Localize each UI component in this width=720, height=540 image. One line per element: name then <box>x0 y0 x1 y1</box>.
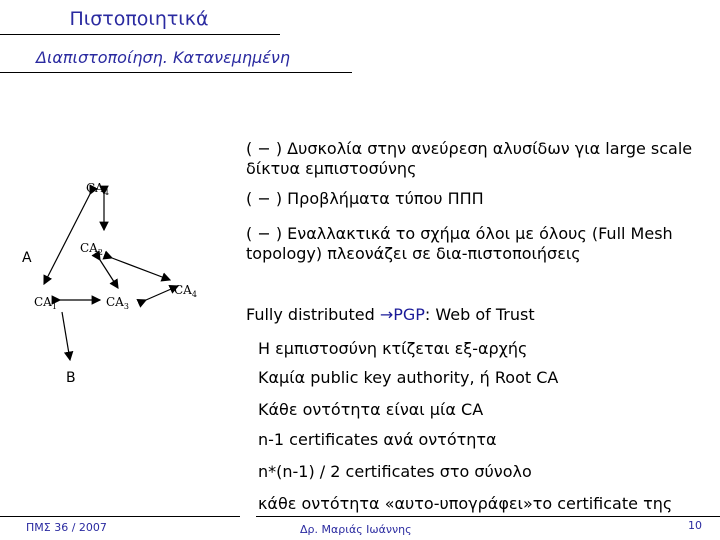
page-number: 10 <box>688 519 702 532</box>
node-ca1: $CA_1$ <box>34 295 57 311</box>
edge-ca2-ca3 <box>100 260 118 288</box>
bullet-1: ( − ) Δυσκολία στην ανεύρεση αλυσίδων για large scale δίκτυα εμπιστοσύνης <box>246 139 693 178</box>
edge-ca2-ca4 <box>112 258 170 280</box>
title-divider <box>0 34 280 35</box>
node-ca2: $CA_2$ <box>80 241 103 257</box>
point-6: κάθε οντότητα «αυτο-υπογράφει»το certificate της <box>258 494 673 513</box>
slide-subtitle: Διαπιστοποίηση. Κατανεμημένη <box>36 48 290 67</box>
node-ca4-right: $CA_4$ <box>174 283 197 299</box>
footer-divider-right <box>256 516 720 517</box>
slide-title: Πιστοποιητικά <box>69 8 209 30</box>
pgp-link[interactable]: PGP <box>393 305 425 324</box>
bullet-2: ( − ) Προβλήματα τύπου ΠΠΠ <box>246 189 484 208</box>
pgp-line <box>246 305 535 324</box>
pgp-suffix: : Web of Trust <box>424 305 535 324</box>
point-3: Κάθε οντότητα είναι μία CA <box>258 400 484 419</box>
point-4: n-1 certificates ανά οντότητα <box>258 430 497 449</box>
arrow-right-icon: → <box>379 305 394 324</box>
footer-divider-left <box>0 516 240 517</box>
edge-ca4-ca1 <box>44 194 90 284</box>
point-1: Η εμπιστοσύνη κτίζεται εξ-αρχής <box>258 339 528 358</box>
node-ca4-top: $CA_4$ <box>86 181 109 197</box>
point-5: n*(n-1) / 2 certificates στο σύνολο <box>258 462 532 481</box>
point-2: Καμία public key authority, ή Root CA <box>258 368 559 387</box>
node-a: A <box>22 250 32 266</box>
edge-ca1-b <box>62 312 70 360</box>
bullet-3: ( − ) Εναλλακτικά το σχήμα όλοι με όλους (Full Mesh topology) πλεονάζει σε δια-πιστοποιήσεις <box>246 224 673 263</box>
node-ca3: $CA_3$ <box>106 295 129 311</box>
trust-diagram <box>0 160 260 520</box>
node-b: B <box>66 370 76 386</box>
subtitle-divider <box>0 72 352 73</box>
pgp-prefix: Fully distributed <box>246 305 380 324</box>
footer-course: ΠΜΣ 36 / 2007 <box>26 521 107 534</box>
footer-author: Δρ. Μαριάς Ιωάννης <box>300 523 412 536</box>
